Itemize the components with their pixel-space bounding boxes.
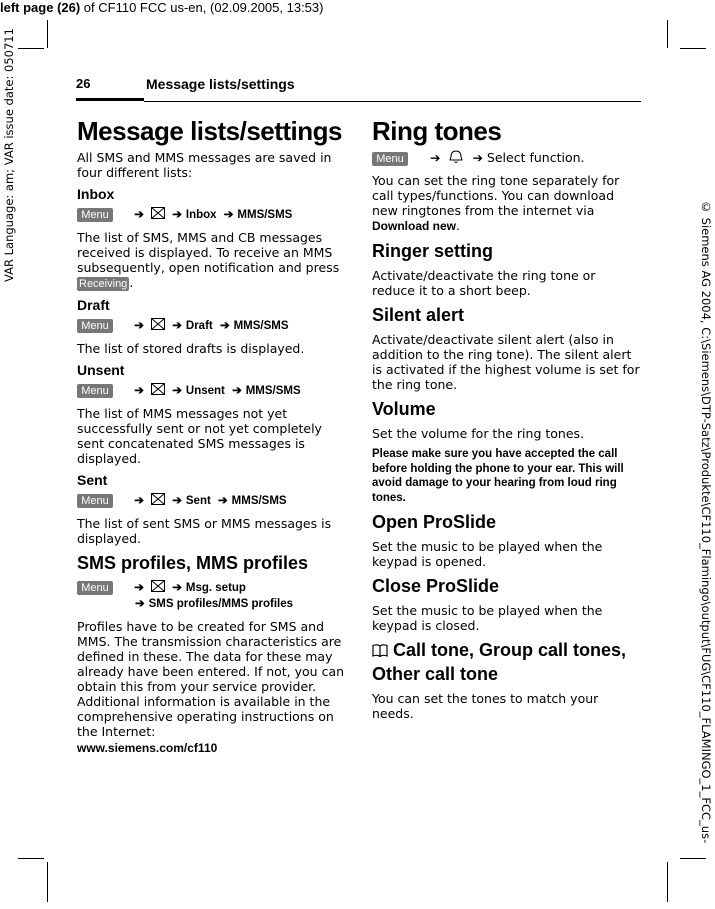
arrow-icon: ➔	[134, 209, 144, 221]
nav-mms-sms: MMS/SMS	[231, 495, 287, 507]
print-header-page: left page (26)	[0, 0, 81, 15]
profiles-heading: SMS profiles, MMS profiles	[77, 553, 309, 573]
inbox-text: The list of SMS, MMS and CB messages received is displayed. To receive an MMS subsequently, open notification and press Receiving .	[77, 230, 340, 290]
nav-draft: Draft	[185, 320, 213, 332]
envelope-icon	[151, 580, 165, 592]
menu-key: Menu	[77, 494, 113, 508]
sent-text: The list of sent SMS or MMS messages is displayed.	[77, 516, 332, 546]
arrow-icon: ➔	[134, 495, 144, 507]
volume-heading: Volume	[372, 399, 436, 419]
ringer-setting-text: Activate/deactivate the ring tone or reduce it to a short beep.	[372, 268, 596, 298]
nav-sms-mms-profiles: SMS profiles/MMS profiles	[148, 598, 294, 610]
open-proslide-heading: Open ProSlide	[372, 512, 497, 532]
close-proslide-heading: Close ProSlide	[372, 576, 500, 596]
arrow-icon: ➔	[172, 582, 182, 594]
silent-alert-heading: Silent alert	[372, 305, 465, 325]
inbox-nav-path	[77, 207, 345, 223]
close-proslide-text: Set the music to be played when the keypad is closed.	[372, 603, 603, 633]
header-rule	[144, 101, 641, 102]
arrow-icon: ➔	[232, 385, 242, 397]
crop-mark	[667, 20, 668, 48]
arrow-icon: ➔	[134, 320, 144, 332]
call-tone-heading: Call tone, Group call tones,	[372, 639, 642, 661]
book-icon	[372, 644, 388, 657]
print-header	[0, 0, 323, 15]
arrow-icon: ➔	[219, 320, 230, 332]
crop-mark	[18, 48, 44, 49]
menu-key: Menu	[77, 581, 113, 595]
nav-mms-sms: MMS/SMS	[233, 320, 289, 332]
unsent-heading: Unsent	[77, 362, 125, 378]
sent-heading: Sent	[77, 472, 108, 488]
envelope-icon	[151, 207, 165, 219]
page-number: 26	[76, 76, 91, 91]
draft-text: The list of stored drafts is displayed.	[77, 341, 305, 356]
right-column	[372, 116, 642, 727]
sent-nav-path	[77, 493, 345, 509]
menu-key: Menu	[77, 384, 113, 398]
nav-inbox: Inbox	[185, 209, 217, 221]
arrow-icon: ➔	[134, 385, 144, 397]
left-column	[77, 116, 345, 756]
receiving-softkey: Receiving	[79, 278, 128, 290]
volume-warning: Please make sure you have accepted the call before holding the phone to your ear. This will avoid damage to your hearing from loud ring tones.	[372, 448, 624, 504]
arrow-icon: ➔	[429, 150, 441, 165]
draft-heading: Draft	[77, 297, 110, 313]
download-new-link[interactable]: Download new	[372, 219, 456, 233]
section-title: Message lists/settings	[77, 116, 342, 146]
bell-icon	[448, 150, 464, 164]
crop-mark	[667, 862, 668, 902]
arrow-icon: ➔	[172, 385, 182, 397]
inbox-heading: Inbox	[77, 186, 115, 202]
profiles-nav-path-2	[77, 596, 345, 612]
open-proslide-text: Set the music to be played when the keypad is opened.	[372, 539, 603, 569]
arrow-icon: ➔	[172, 495, 182, 507]
select-function-text: Select function.	[486, 150, 585, 165]
draft-nav-path	[77, 318, 345, 334]
menu-key: Menu	[77, 319, 113, 333]
crop-mark	[680, 858, 706, 859]
envelope-icon	[151, 493, 165, 505]
nav-mms-sms: MMS/SMS	[245, 385, 301, 397]
crop-mark	[47, 20, 48, 48]
nav-mms-sms: MMS/SMS	[237, 209, 293, 221]
ring-tones-title: Ring tones	[372, 116, 502, 146]
nav-sent: Sent	[185, 495, 211, 507]
margin-right-text: © Siemens AG 2004, C:\Siemens\DTP-Satz\Produkte\CF110_Flamingo\output\FUG\CF110_FLAMINGO_1_FCC_us-	[699, 200, 713, 844]
silent-alert-text: Activate/deactivate silent alert (also in addition to the ring tone). The silent alert is activated if the highest volume is set for the ring tone.	[372, 332, 640, 392]
ringer-setting-heading: Ringer setting	[372, 241, 494, 261]
crop-mark	[47, 862, 48, 902]
unsent-text: The list of MMS messages not yet successfully sent or not yet completely sent concatenated SMS messages is displayed.	[77, 406, 322, 466]
volume-text: Set the volume for the ring tones.	[372, 426, 585, 441]
profiles-nav-path	[77, 580, 345, 596]
intro-text: All SMS and MMS messages are saved in four different lists:	[77, 150, 332, 180]
arrow-icon: ➔	[172, 209, 182, 221]
print-header-info: of CF110 FCC us-en, (02.09.2005, 13:53)	[80, 0, 324, 15]
envelope-icon	[151, 383, 165, 395]
arrow-icon: ➔	[135, 598, 145, 610]
margin-left-text: VAR Language: am; VAR issue date: 050711	[2, 28, 16, 282]
envelope-icon	[151, 318, 165, 330]
call-tone-text: You can set the tones to match your needs.	[372, 691, 599, 721]
ring-tones-nav-path	[372, 150, 642, 166]
profiles-text: Profiles have to be created for SMS and MMS. The transmission characteristics are defined in these. The data for these may already have been entered. If not, you can obtain this from your service provider. Additional information is available in the comprehensive operating instructions on the Internet:	[77, 619, 345, 739]
arrow-icon: ➔	[223, 209, 234, 221]
running-title: Message lists/settings	[146, 76, 295, 92]
menu-key: Menu	[372, 152, 408, 166]
ring-tones-intro: You can set the ring tone separately for call types/functions. You can download new ringtones from the internet via Download new.	[372, 173, 620, 233]
crop-mark	[18, 858, 44, 859]
call-tone-heading-line2: Other call tone	[372, 664, 499, 684]
arrow-icon: ➔	[218, 495, 228, 507]
unsent-nav-path	[77, 383, 345, 399]
nav-msg-setup: Msg. setup	[185, 582, 246, 594]
header-rule-thick	[76, 98, 144, 101]
arrow-icon: ➔	[172, 320, 182, 332]
arrow-icon: ➔	[472, 150, 483, 165]
website-url[interactable]: www.siemens.com/cf110	[77, 741, 218, 755]
menu-key: Menu	[77, 208, 113, 222]
arrow-icon: ➔	[134, 582, 144, 594]
nav-unsent: Unsent	[185, 385, 225, 397]
crop-mark	[680, 48, 706, 49]
